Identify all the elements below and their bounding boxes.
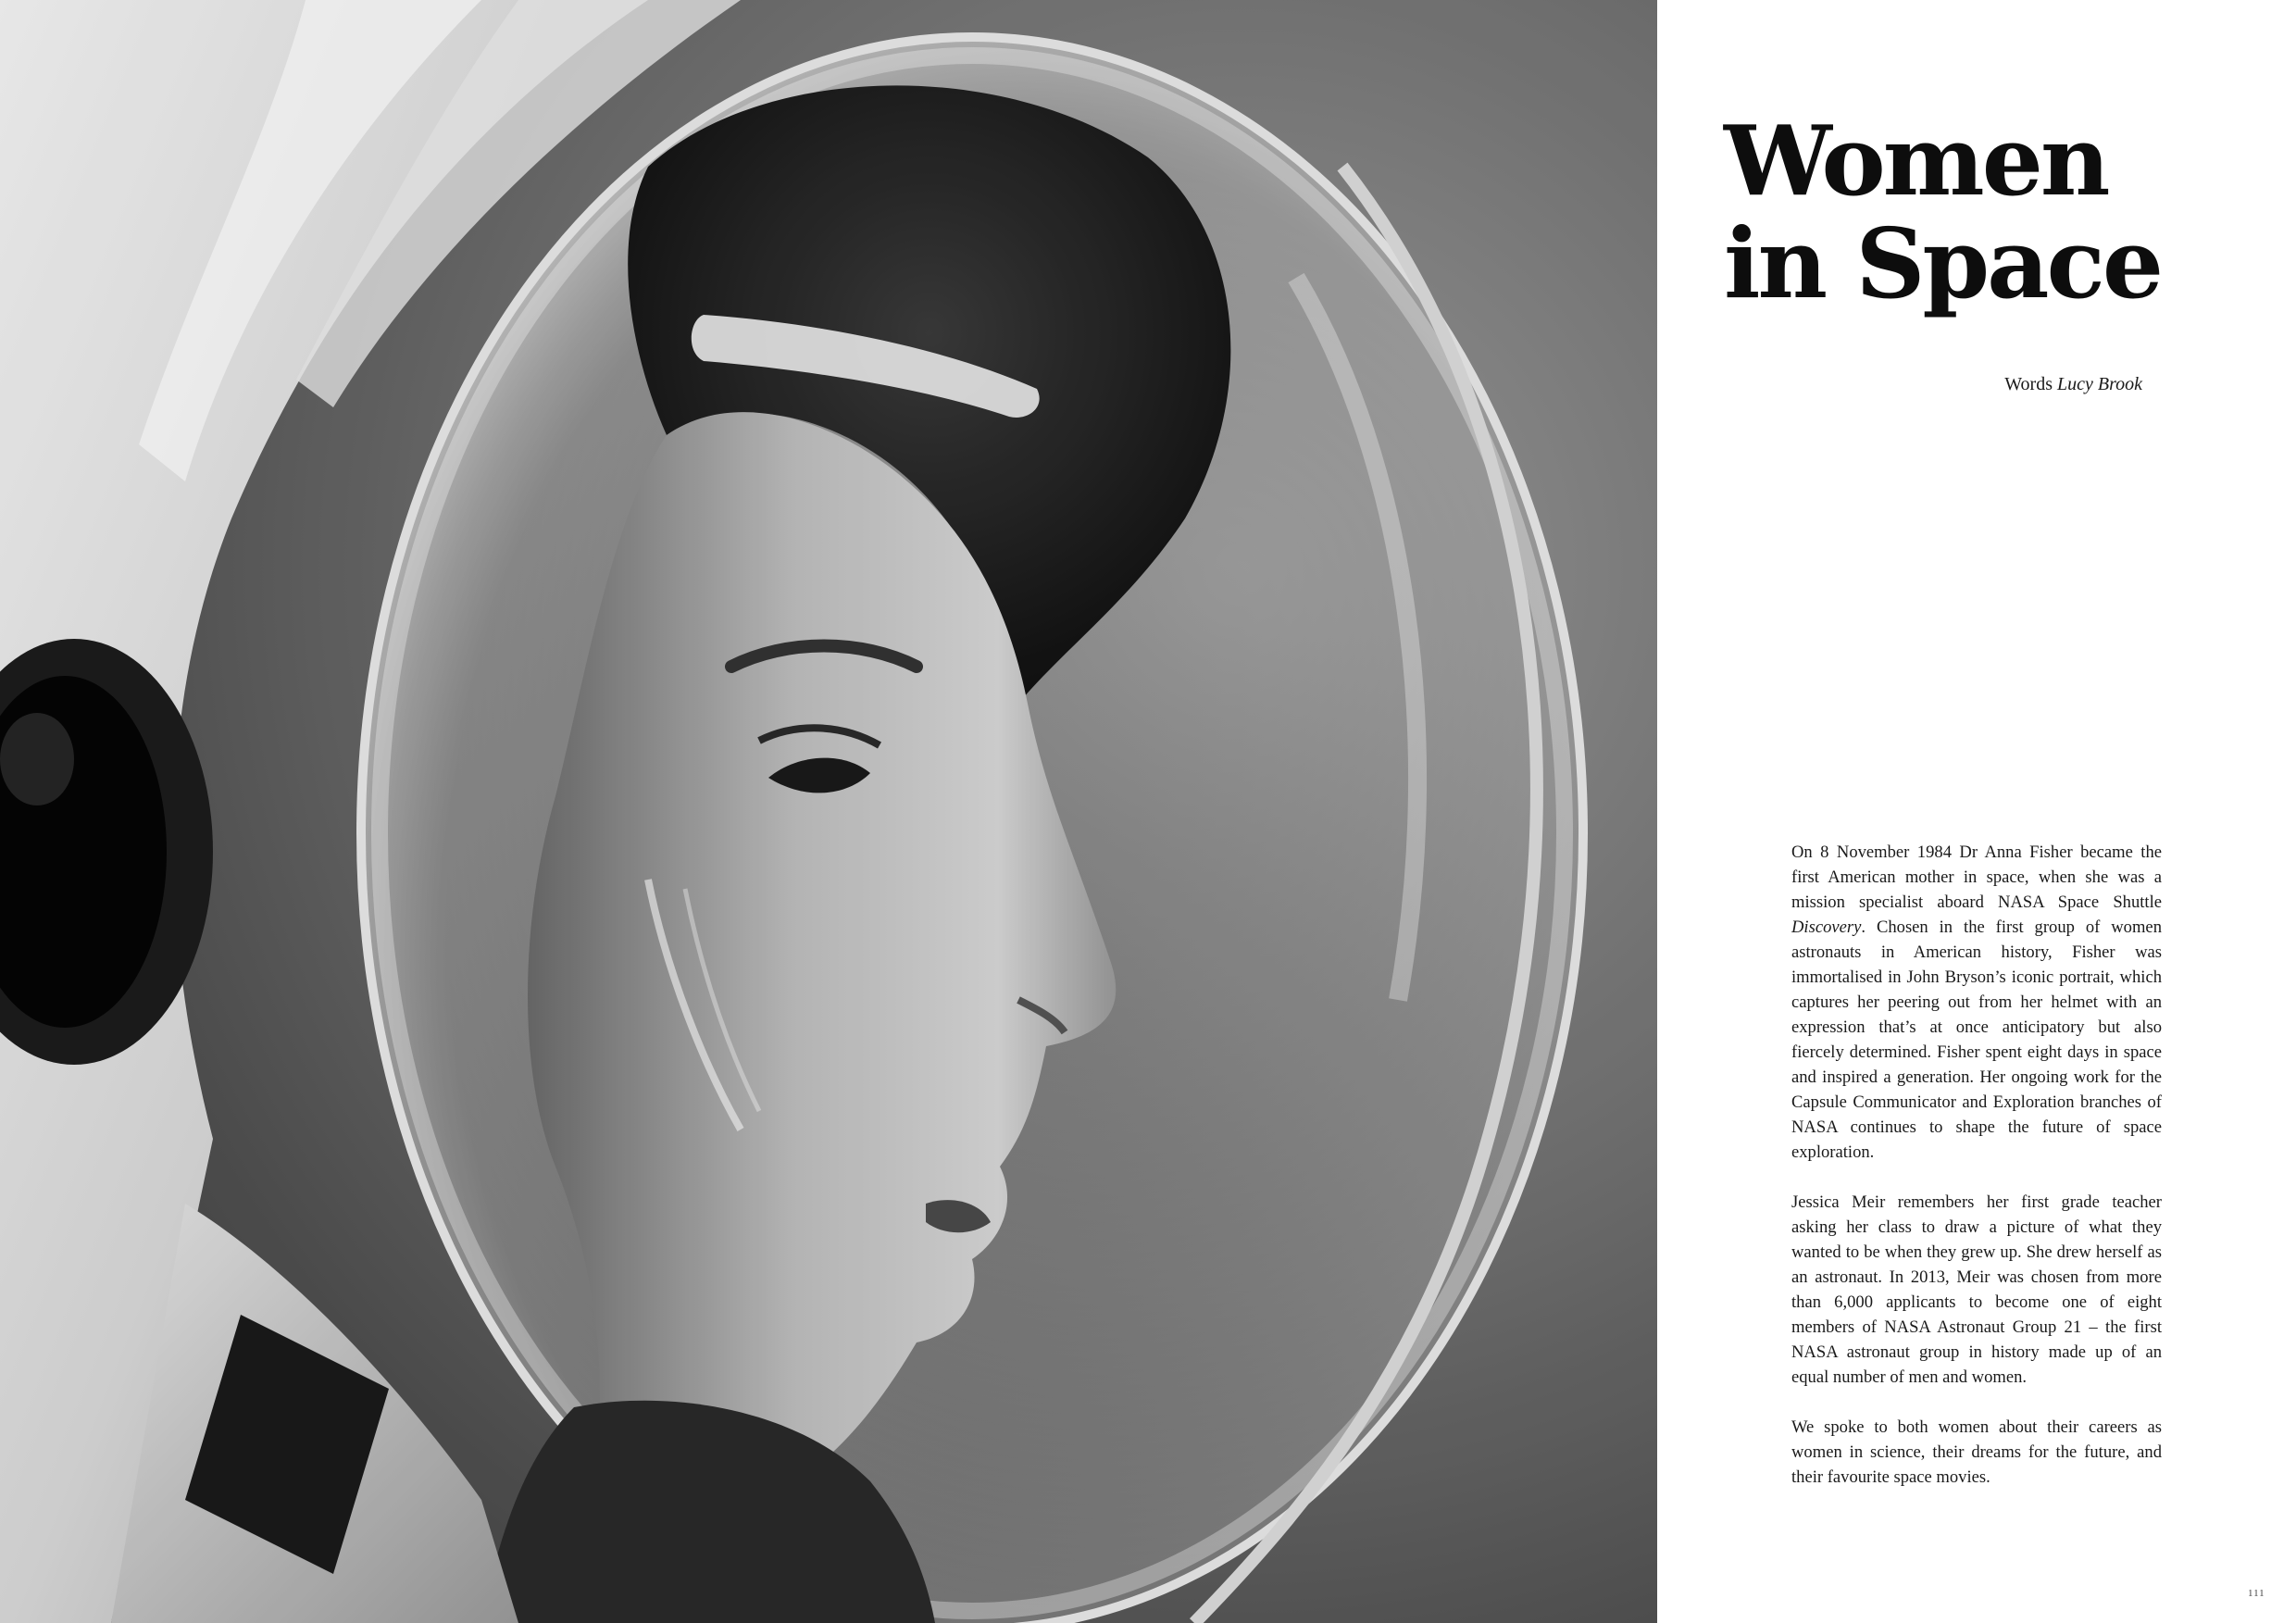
paragraph-1-text-end: . Chosen in the first group of women astronauts in American history, Fisher was immortalised in John Bryson’s iconic portrait, which captures her peering out from her helmet with an expression that’s at once anticipatory but also fiercely determined. Fisher spent eight days in space and inspired a generation. Her ongoing work for the Capsule Communicator and Exploration branches of NASA continues to shape the future of space exploration. [1791,918,2162,1162]
page-number: 111 [2248,1588,2265,1599]
byline [1815,374,2142,395]
body-paragraph-3: We spoke to both women about their careers as women in science, their dreams for the future, and their favourite space movies. [1791,1417,2162,1487]
byline-prefix: Words [2004,374,2053,394]
article-body [1791,840,2162,1490]
shuttle-name: Discovery [1791,918,1862,937]
title-line-2: in Space [1724,206,2162,320]
byline-author: Lucy Brook [2056,374,2142,394]
article-title [1724,104,2162,320]
body-paragraph-1 [1791,840,2162,1165]
title-line-1: Women [1724,104,2108,218]
paragraph-1-text-start: On 8 November 1984 Dr Anna Fisher became the first American mother in space, when she was a mission specialist aboard NASA Space Shuttle [1791,843,2162,912]
body-paragraph-2: Jessica Meir remembers her first grade teacher asking her class to draw a picture of what they wanted to be when they grew up. She drew herself as an astronaut. In 2013, Meir was chosen from more than 6,000 applicants to become one of eight members of NASA Astronaut Group 21 – the first NASA astronaut group in history made up of an equal number of men and women. [1791,1192,2162,1387]
